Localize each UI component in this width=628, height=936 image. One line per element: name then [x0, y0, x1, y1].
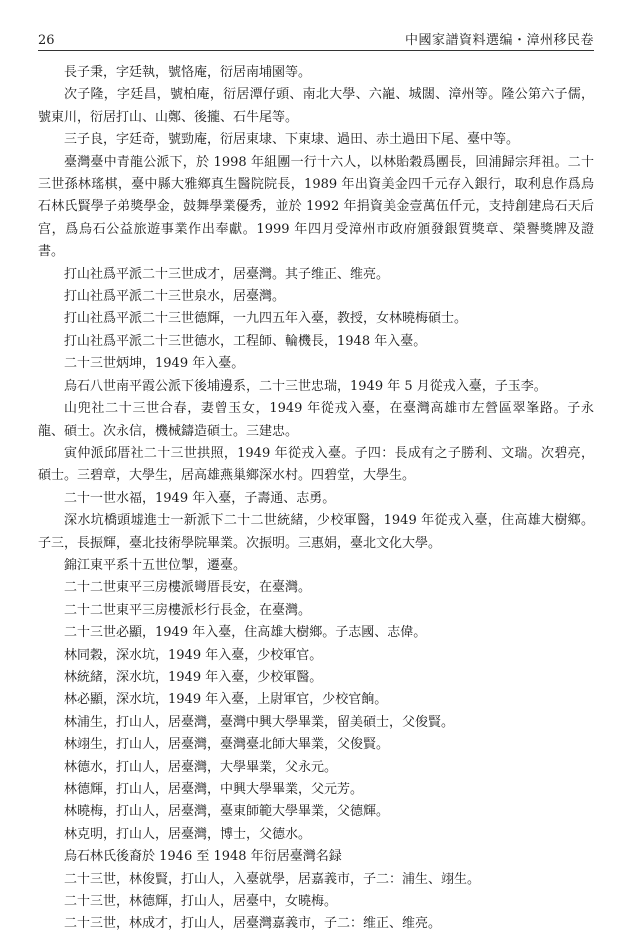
body-text [38, 62, 594, 936]
paragraph: 二十三世炳坤，1949 年入臺。 [64, 356, 245, 372]
paragraph: 深水坑橋頭墟進士一新派下二十二世統緒，少校軍醫，1949 年從戎入臺，住高雄大樹鄉。子三，長振輝，臺北技術學院畢業。次振明。三惠娟，臺北文化大學。 [38, 513, 594, 551]
paragraph: 林曉梅，打山人，居臺灣，臺東師範大學畢業，父德輝。 [64, 804, 390, 820]
paragraph: 林德輝，打山人，居臺灣，中興大學畢業，父元芳。 [64, 782, 364, 797]
paragraph: 打山社爲平派二十三世德輝，一九四五年入臺，教授，女林曉梅碩士。 [64, 311, 468, 327]
paragraph: 錦江東平系十五世位掣，遷臺。 [64, 557, 247, 573]
section-heading: 烏石林氏後裔於 1946 至 1948 年衍居臺灣名録 [64, 849, 342, 865]
paragraph: 打山社爲平派二十三世德水，工程師、輪機長，1948 年入臺。 [64, 333, 427, 349]
paragraph: 林德水，打山人，居臺灣，大學畢業，父永元。 [64, 759, 338, 775]
paragraph: 二十三世，林成才，打山人，居臺灣嘉義市，子二：维正、维亮。 [64, 916, 442, 932]
paragraph: 林統緒，深水坑，1949 年入臺，少校軍醫。 [64, 669, 323, 685]
page-header [38, 26, 594, 48]
paragraph: 二十一世水福，1949 年入臺，子壽通、志勇。 [64, 490, 336, 506]
paragraph: 林翊生，打山人，居臺灣，臺灣臺北師大畢業，父俊賢。 [64, 737, 390, 753]
paragraph: 山兜社二十三世合春，妻曾玉女，1949 年從戎入臺，在臺灣高雄市左營區翠峯路。子永龍、碩士。次永信，機械鑄造碩士。三建忠。 [38, 401, 594, 439]
paragraph: 二十三世，林德輝，打山人，居臺中，女曉梅。 [64, 894, 338, 910]
paragraph: 長子秉，字廷執，號恪庵，衍居南埔園等。 [64, 65, 312, 80]
paragraph: 林必顯，深水坑，1949 年入臺，上尉軍官，少校官餉。 [64, 692, 388, 708]
paragraph: 打山社爲平派二十三世成才，居臺灣。其子维正、维亮。 [64, 266, 390, 282]
paragraph: 二十二世東平三房樓派彎厝長安，在臺灣。 [64, 580, 312, 596]
paragraph: 烏石八世南平霞公派下後埔邊系，二十三世忠瑞，1949 年 5 月從戎入臺，子玉李。 [64, 378, 547, 394]
paragraph: 寅仲派邱厝社二十三世拱照，1949 年從戎入臺。子四：長成有之子勝利、文瑞。次碧亮，碩士。三碧章，大學生，居高雄燕巢鄉深水村。四碧堂，大學生。 [38, 445, 594, 484]
paragraph: 三子良，字廷奇，號勁庵，衍居東埭、下東埭、過田、赤土過田下尾、臺中等。 [64, 132, 520, 148]
paragraph: 打山社爲平派二十三世泉水，居臺灣。 [64, 289, 286, 305]
running-title: 中國家譜資料選编・漳州移民卷 [404, 33, 594, 48]
paragraph: 二十二世東平三房樓派杉行長金，在臺灣。 [64, 602, 312, 618]
paragraph: 林浦生，打山人，居臺灣，臺灣中興大學畢業，留美碩士，父俊賢。 [64, 714, 455, 730]
paragraph: 次子隆，字廷昌，號柏庵，衍居潭仔頭、南北大學、六巃、城闊、漳州等。隆公第六子儒，號東川，衍居打山、山鄭、後攏、石牛尾等。 [38, 87, 594, 125]
paragraph: 臺灣臺中青龍公派下，於 1998 年組團一行十六人，以林貽穀爲團長，回浦歸宗拜祖。二十三世孫林瑤棋，臺中縣大雅鄉真生醫院院長，1989 年出資美金四千元存入銀行，取利息作爲烏石林氏賢學子弟獎學金，鼓舞學業優秀，並於 1992 年捐資美金壹萬伍仟元，支持創建烏石天后宫，爲烏石公益旅遊事業作出奉獻。1999 年四月受漳州市政府頒發銀質獎章、榮譽獎牌及證書。 [38, 154, 594, 260]
paragraph: 林克明，打山人，居臺灣，博士，父德水。 [64, 826, 312, 842]
page-number: 26 [38, 33, 55, 48]
paragraph: 二十三世，林俊賢，打山人，入臺就學，居嘉義市，子二：浦生、翊生。 [64, 871, 481, 887]
header-rule [38, 50, 594, 51]
paragraph: 林同穀，深水坑，1949 年入臺，少校軍官。 [64, 647, 323, 663]
paragraph: 二十三世必顯，1949 年入臺，住高雄大樹鄉。子志國、志偉。 [64, 625, 427, 641]
